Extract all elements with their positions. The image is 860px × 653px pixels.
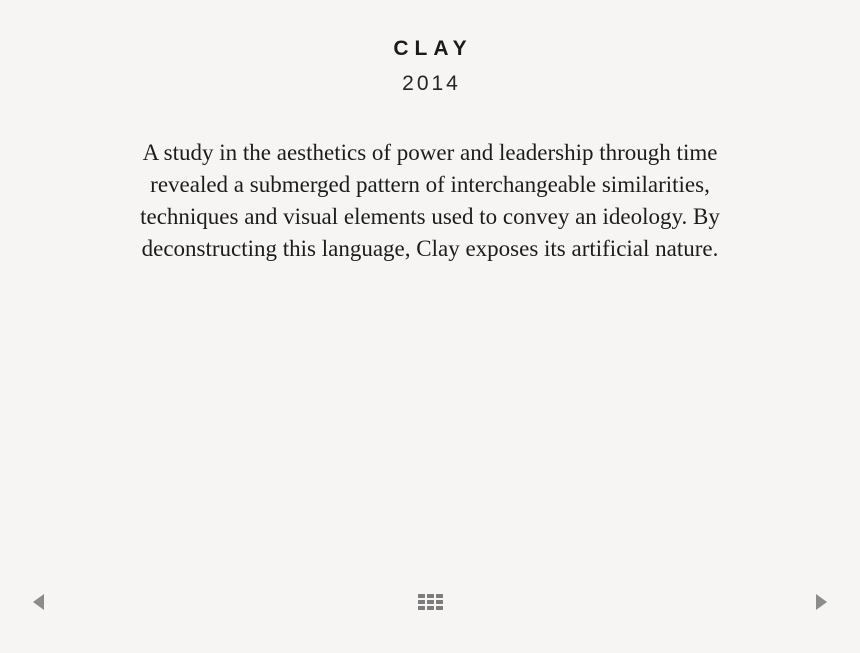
left-arrow-icon — [33, 594, 44, 610]
grid-overview-button[interactable] — [414, 590, 447, 614]
grid-icon-cell — [427, 600, 434, 604]
project-description — [0, 137, 860, 265]
right-arrow-icon — [816, 594, 827, 610]
description-line: techniques and visual elements used to convey an ideology. By — [140, 204, 720, 229]
grid-icon-cell — [427, 594, 434, 598]
grid-icon-cell — [436, 594, 443, 598]
description-line: A study in the aesthetics of power and leadership through time — [142, 140, 718, 165]
grid-icon-cell — [418, 594, 425, 598]
next-button[interactable] — [812, 590, 831, 614]
grid-icon-cell — [418, 606, 425, 610]
description-line: deconstructing this language, Clay exposes its artificial nature. — [141, 236, 719, 261]
pagination-bar — [0, 587, 860, 617]
prev-button[interactable] — [29, 590, 48, 614]
description-line: revealed a submerged pattern of interchangeable similarities, — [150, 172, 710, 197]
grid-icon-cell — [427, 606, 434, 610]
grid-icon-cell — [436, 600, 443, 604]
grid-icon-cell — [436, 606, 443, 610]
project-year: 2014 — [402, 72, 461, 95]
project-header — [0, 0, 860, 96]
project-title: CLAY — [393, 37, 473, 60]
grid-icon — [418, 594, 443, 610]
grid-icon-cell — [418, 600, 425, 604]
